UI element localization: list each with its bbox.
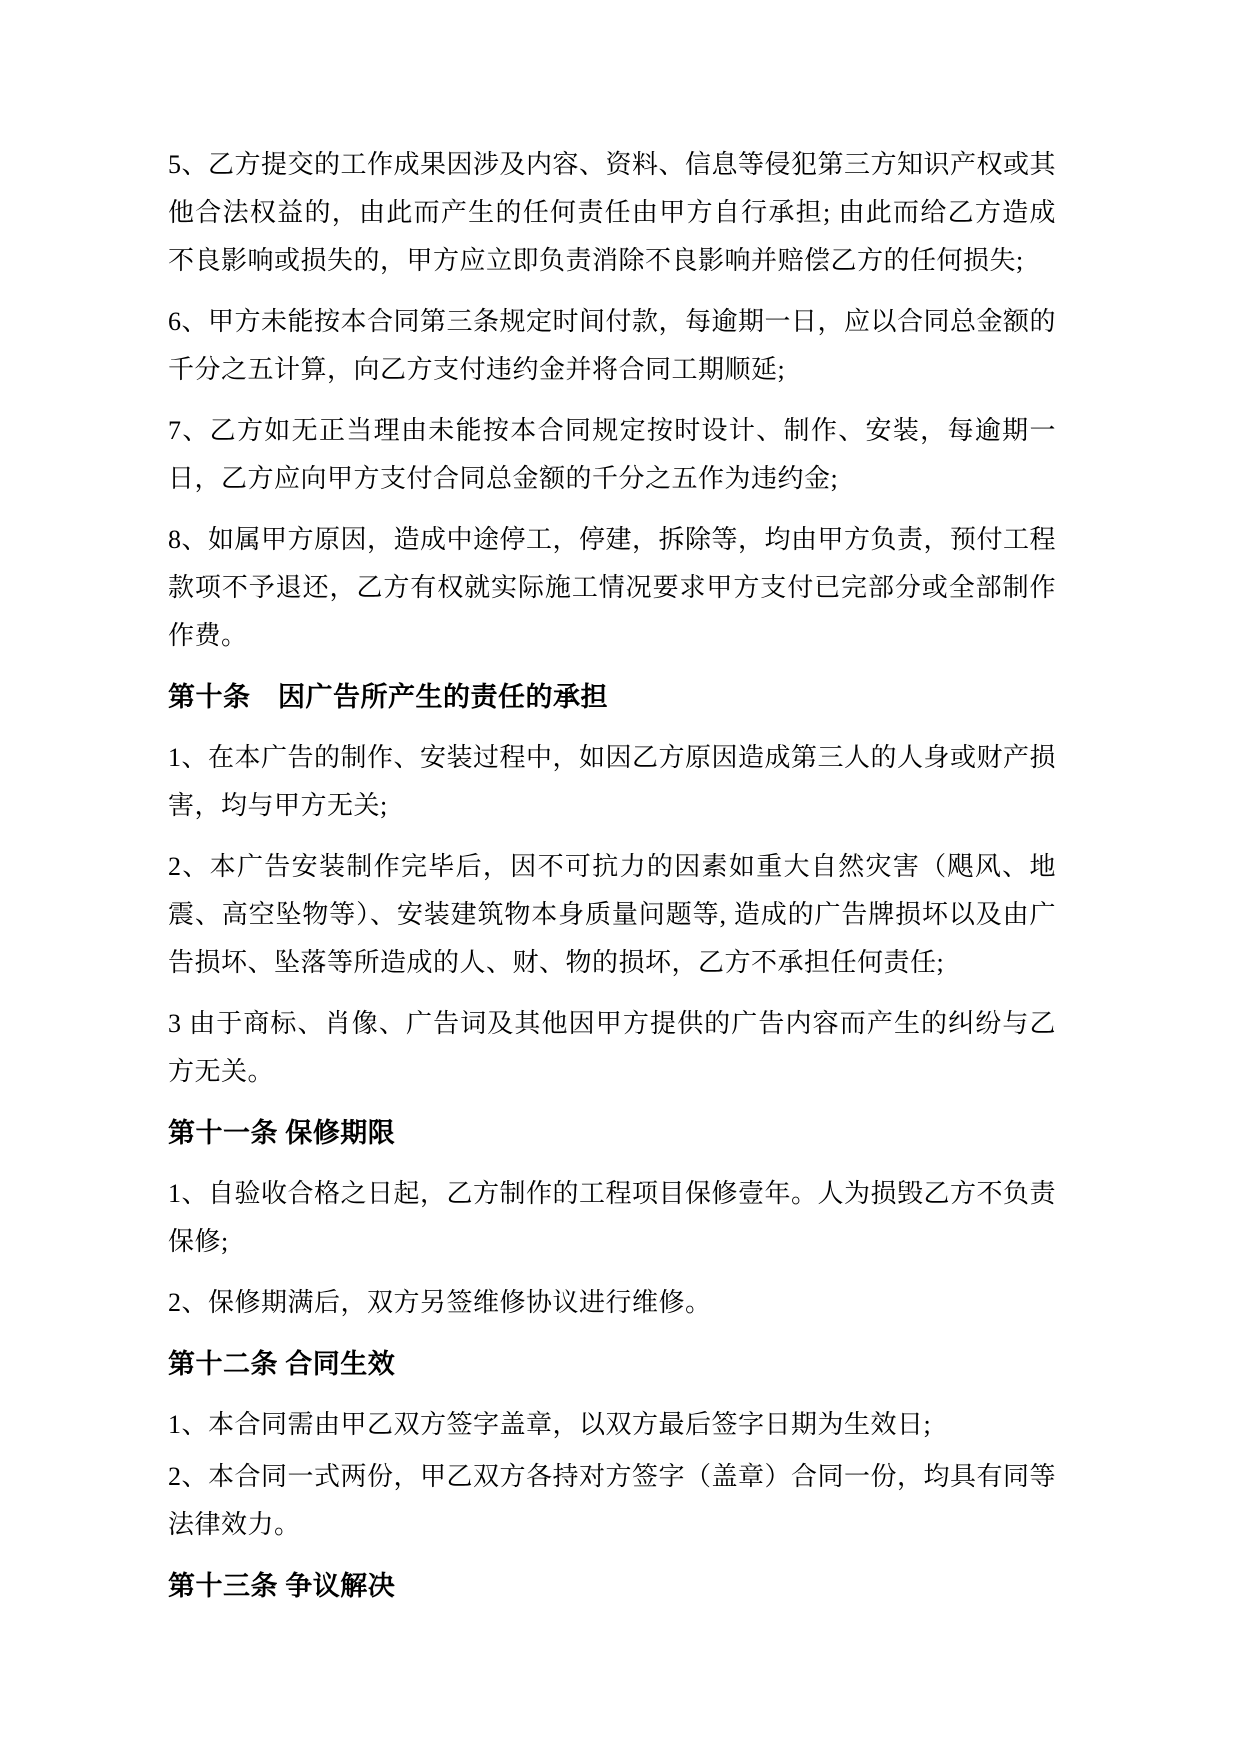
article-10-item-3-paragraph: 3 由于商标、肖像、广告词及其他因甲方提供的广告内容而产生的纠纷与乙方无关。 xyxy=(168,1009,1056,1086)
article-10-item-1-paragraph: 1、在本广告的制作、安装过程中，如因乙方原因造成第三人的人身或财产损害，均与甲方无关; xyxy=(168,743,1057,820)
article-10-item-2-paragraph: 2、本广告安装制作完毕后，因不可抗力的因素如重大自然灾害（飓风、地震、高空坠物等）、安装建筑物本身质量问题等, 造成的广告牌损坏以及由广告损坏、坠落等所造成的人、财、物的损坏，乙方不承担任何责任; xyxy=(168,852,1056,977)
article-12-heading: 第十二条 合同生效 xyxy=(168,1349,396,1379)
article-11-heading: 第十一条 保修期限 xyxy=(168,1118,396,1148)
contract-text-body xyxy=(168,141,1056,1610)
clause-9-item-6-paragraph: 6、甲方未能按本合同第三条规定时间付款，每逾期一日，应以合同总金额的千分之五计算，向乙方支付违约金并将合同工期顺延; xyxy=(168,307,1057,384)
clause-9-item-8-paragraph: 8、如属甲方原因，造成中途停工，停建，拆除等，均由甲方负责，预付工程款项不予退还，乙方有权就实际施工情况要求甲方支付已完部分或全部制作作费。 xyxy=(168,525,1057,650)
article-10-heading: 第十条 因广告所产生的责任的承担 xyxy=(168,682,608,712)
article-12-item-1-paragraph: 1、本合同需由甲乙双方签字盖章，以双方最后签字日期为生效日; xyxy=(168,1410,932,1439)
clause-9-item-5-paragraph: 5、乙方提交的工作成果因涉及内容、资料、信息等侵犯第三方知识产权或其他合法权益的，由此而产生的任何责任由甲方自行承担; 由此而给乙方造成不良影响或损失的，甲方应立即负责消除不良影响并赔偿乙方的任何损失; xyxy=(168,150,1057,275)
article-11-item-1-paragraph: 1、自验收合格之日起，乙方制作的工程项目保修壹年。人为损毁乙方不负责保修; xyxy=(168,1179,1057,1256)
clause-9-item-7-paragraph: 7、乙方如无正当理由未能按本合同规定按时设计、制作、安装，每逾期一日，乙方应向甲方支付合同总金额的千分之五作为违约金; xyxy=(168,416,1056,493)
article-13-heading: 第十三条 争议解决 xyxy=(168,1571,396,1601)
article-12-item-2-paragraph: 2、本合同一式两份，甲乙双方各持对方签字（盖章）合同一份，均具有同等法律效力。 xyxy=(168,1462,1057,1539)
article-11-item-2-paragraph: 2、保修期满后，双方另签维修协议进行维修。 xyxy=(168,1288,712,1317)
